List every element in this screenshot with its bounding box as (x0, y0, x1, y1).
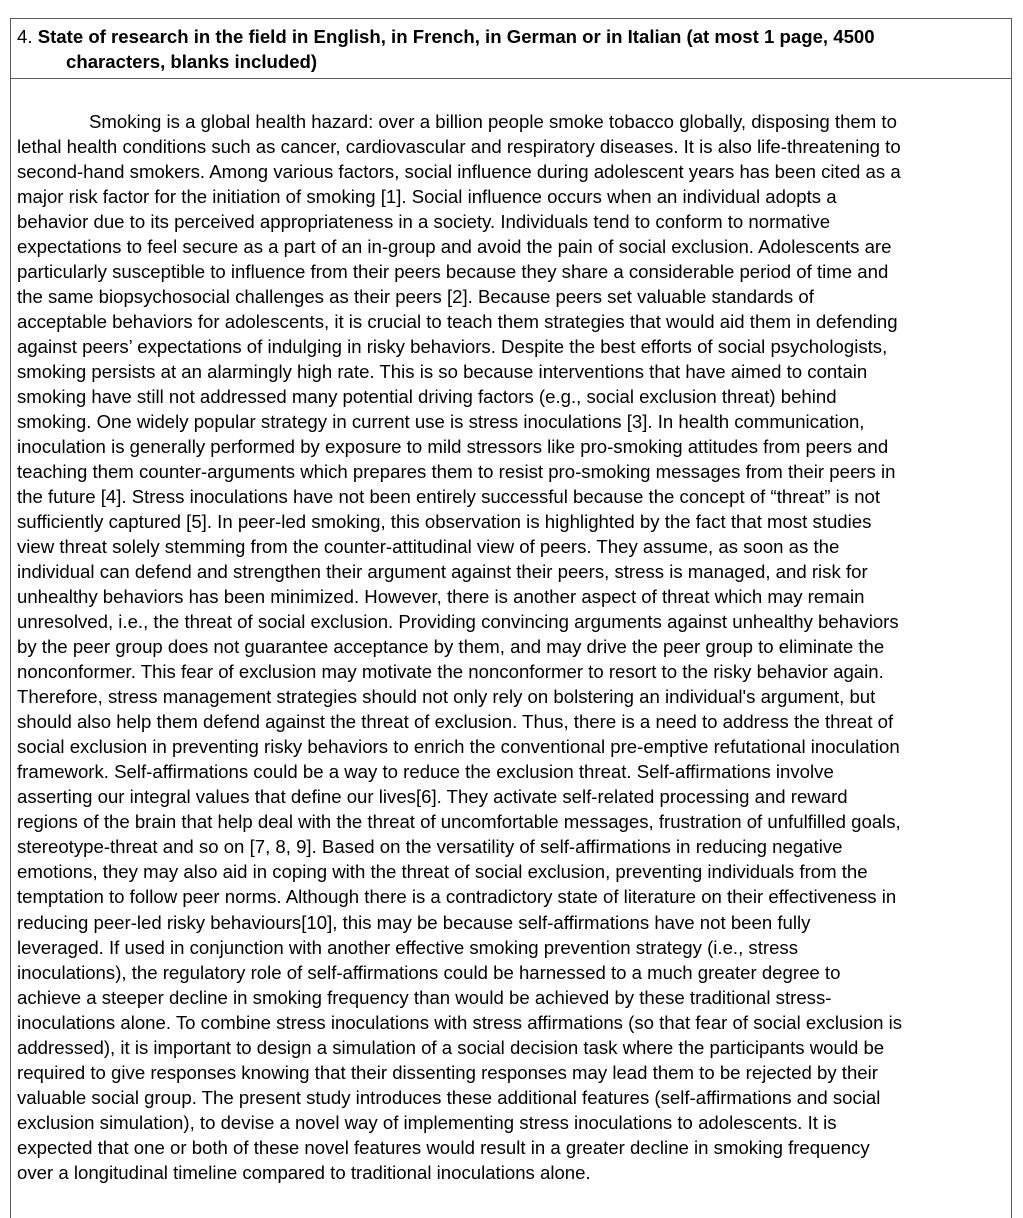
section-heading-line-1 (17, 24, 1003, 49)
paragraph-line: smoking persists at an alarmingly high rate. This is so because interventions that have aimed to contain (17, 361, 868, 383)
paragraph-line: emotions, they may also aid in coping with the threat of social exclusion, preventing individuals from the (17, 861, 868, 883)
paragraph-line: over a longitudinal timeline compared to traditional inoculations alone. (17, 1161, 591, 1183)
paragraph-line: should also help them defend against the threat of exclusion. Thus, there is a need to address the threat of (17, 711, 894, 733)
paragraph-line: stereotype-threat and so on [7, 8, 9]. Based on the versatility of self-affirmations in reducing negative (17, 836, 843, 858)
paragraph-line: unhealthy behaviors has been minimized. However, there is another aspect of threat which may remain (17, 586, 865, 608)
section-heading (11, 19, 1011, 79)
section-title-continuation: characters, blanks included) (66, 51, 318, 72)
paragraph-line: required to give responses knowing that their dissenting responses may lead them to be rejected by their (17, 1061, 878, 1083)
paragraph-line: regions of the brain that help deal with the threat of uncomfortable messages, frustration of unfulfilled goals, (17, 811, 901, 833)
paragraph-line: unresolved, i.e., the threat of social exclusion. Providing convincing arguments against unhealthy behaviors (17, 611, 899, 633)
paragraph-line: teaching them counter-arguments which prepares them to resist pro-smoking messages from their peers in (17, 461, 896, 483)
paragraph-line: asserting our integral values that define our lives[6]. They activate self-related processing and reward (17, 786, 848, 808)
paragraph-line: valuable social group. The present study introduces these additional features (self-affirmations and social (17, 1086, 881, 1108)
body-paragraph (17, 109, 1012, 1185)
paragraph-line: addressed), it is important to design a simulation of a social decision task where the participants would be (17, 1036, 885, 1058)
section-title: State of research in the field in English, in French, in German or in Italian (at most 1 page, 4500 (37, 26, 875, 47)
paragraph-line: behavior due to its perceived appropriateness in a society. Individuals tend to conform to normative (17, 211, 831, 233)
paragraph-line: against peers’ expectations of indulging in risky behaviors. Despite the best efforts of social psychologists, (17, 336, 888, 358)
paragraph-line: exclusion simulation), to devise a novel way of implementing stress inoculations to adolescents. It is (17, 1111, 837, 1133)
paragraph-line: second-hand smokers. Among various factors, social influence during adolescent years has been cited as a (17, 161, 901, 183)
paragraph-line: social exclusion in preventing risky behaviors to enrich the conventional pre-emptive refutational inoculation (17, 736, 900, 758)
paragraph-line: expectations to feel secure as a part of an in-group and avoid the pain of social exclusion. Adolescents are (17, 236, 892, 258)
paragraph-line: temptation to follow peer norms. Although there is a contradictory state of literature on their effectiveness in (17, 886, 897, 908)
paragraph-line: leveraged. If used in conjunction with another effective smoking prevention strategy (i.e., stress (17, 936, 799, 958)
paragraph-line: Therefore, stress management strategies should not only rely on bolstering an individual's argument, but (17, 686, 876, 708)
paragraph-line: framework. Self-affirmations could be a way to reduce the exclusion threat. Self-affirmations involve (17, 761, 834, 783)
paragraph-line: major risk factor for the initiation of smoking [1]. Social influence occurs when an individual adopts a (17, 186, 837, 208)
paragraph-line: by the peer group does not guarantee acceptance by them, and may drive the peer group to eliminate the (17, 636, 885, 658)
paragraph-line: Smoking is a global health hazard: over a billion people smoke tobacco globally, disposing them to (89, 111, 897, 132)
paragraph-line: expected that one or both of these novel features would result in a greater decline in smoking frequency (17, 1136, 870, 1158)
section-number: 4. (17, 26, 33, 47)
paragraph-line: view threat solely stemming from the counter-attitudinal view of peers. They assume, as soon as the (17, 536, 840, 558)
paragraph-line: individual can defend and strengthen their argument against their peers, stress is managed, and risk for (17, 561, 868, 583)
paragraph-line: inoculation is generally performed by exposure to mild stressors like pro-smoking attitudes from peers and (17, 436, 889, 458)
paragraph-line: reducing peer-led risky behaviours[10], this may be because self-affirmations have not been fully (17, 911, 811, 933)
paragraph-line: nonconformer. This fear of exclusion may motivate the nonconformer to resort to the risky behavior again. (17, 661, 884, 683)
paragraph-line: lethal health conditions such as cancer, cardiovascular and respiratory diseases. It is also life-threatening to (17, 136, 901, 158)
paragraph-line: inoculations alone. To combine stress inoculations with stress affirmations (so that fear of social exclusion is (17, 1011, 903, 1033)
paragraph-line: the same biopsychosocial challenges as their peers [2]. Because peers set valuable standards of (17, 286, 814, 308)
paragraph-line: achieve a steeper decline in smoking frequency than would be achieved by these traditional stress- (17, 986, 832, 1008)
paragraph-line: sufficiently captured [5]. In peer-led smoking, this observation is highlighted by the fact that most studies (17, 511, 872, 533)
paragraph-line: inoculations), the regulatory role of self-affirmations could be harnessed to a much greater degree to (17, 961, 841, 983)
paragraph-line: smoking. One widely popular strategy in current use is stress inoculations [3]. In health communication, (17, 411, 865, 433)
paragraph-line: smoking have still not addressed many potential driving factors (e.g., social exclusion threat) behind (17, 386, 837, 408)
document-frame (10, 18, 1012, 1218)
paragraph-line: acceptable behaviors for adolescents, it is crucial to teach them strategies that would aid them in defending (17, 311, 898, 333)
paragraph-line: the future [4]. Stress inoculations have not been entirely successful because the concept of “threat” is not (17, 486, 881, 508)
paragraph-line: particularly susceptible to influence from their peers because they share a considerable period of time and (17, 261, 889, 283)
